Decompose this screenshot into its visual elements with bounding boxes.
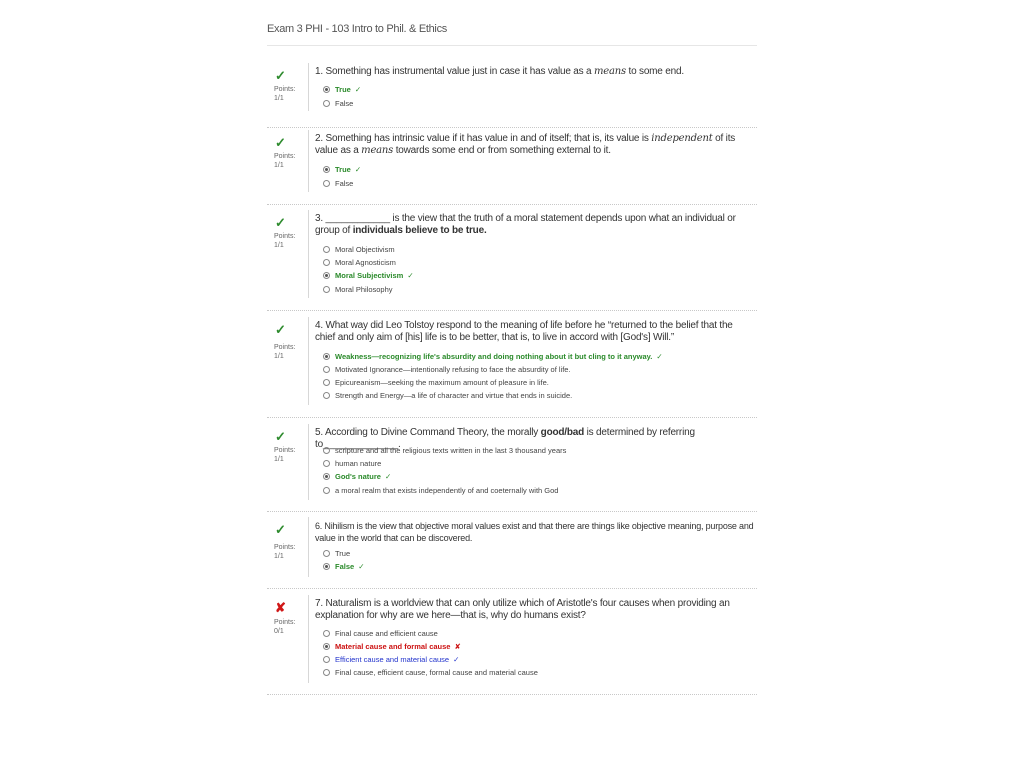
- radio-selected-icon[interactable]: [323, 563, 330, 570]
- radio-selected-icon[interactable]: [323, 272, 330, 279]
- radio-icon[interactable]: [323, 656, 330, 663]
- points: Points: 1/1: [274, 153, 296, 169]
- radio-icon[interactable]: [323, 100, 330, 107]
- question-divider-line: [308, 317, 309, 405]
- option-false[interactable]: False: [323, 99, 353, 108]
- option-human-nature[interactable]: human nature: [323, 459, 381, 468]
- question-divider-line: [308, 130, 309, 192]
- radio-icon[interactable]: [323, 392, 330, 399]
- option-final-and-efficient[interactable]: Final cause and efficient cause: [323, 629, 438, 638]
- radio-selected-icon[interactable]: [323, 353, 330, 360]
- correct-check-icon: ✓: [275, 135, 286, 150]
- radio-icon[interactable]: [323, 259, 330, 266]
- option-true[interactable]: True ✓: [323, 85, 361, 94]
- exam-title: Exam 3 PHI - 103 Intro to Phil. & Ethics: [267, 23, 447, 35]
- option-true[interactable]: True ✓: [323, 165, 361, 174]
- points: Points: 1/1: [274, 233, 296, 249]
- option-scripture[interactable]: scripture and all the religious texts written in the last 3 thousand years: [323, 446, 566, 455]
- radio-selected-icon[interactable]: [323, 643, 330, 650]
- question-divider-line: [308, 424, 309, 500]
- points: Points: 1/1: [274, 544, 296, 560]
- radio-icon[interactable]: [323, 669, 330, 676]
- radio-selected-icon[interactable]: [323, 166, 330, 173]
- question-divider-line: [308, 517, 309, 577]
- question-text: 7. Naturalism is a worldview that can only utilize which of Aristotle's four causes when providing an explanation for why are we here—that is, why do humans exist?: [315, 598, 730, 621]
- option-epicureanism[interactable]: Epicureanism—seeking the maximum amount of pleasure in life.: [323, 378, 549, 387]
- question-separator: [267, 310, 757, 311]
- radio-selected-icon[interactable]: [323, 86, 330, 93]
- question-separator: [267, 127, 757, 128]
- option-efficient-and-material[interactable]: Efficient cause and material cause ✓: [323, 655, 459, 664]
- radio-icon[interactable]: [323, 447, 330, 454]
- option-moral-agnosticism[interactable]: Moral Agnosticism: [323, 258, 396, 267]
- points: Points: 1/1: [274, 447, 296, 463]
- option-moral-subjectivism[interactable]: Moral Subjectivism ✓: [323, 271, 414, 280]
- points: Points: 0/1: [274, 619, 296, 635]
- correct-check-icon: ✓: [275, 215, 286, 230]
- option-moral-realm[interactable]: a moral realm that exists independently of and coeternally with God: [323, 486, 558, 495]
- option-motivated-ignorance[interactable]: Motivated Ignorance—intentionally refusing to face the absurdity of life.: [323, 365, 571, 374]
- radio-selected-icon[interactable]: [323, 473, 330, 480]
- title-divider: [267, 45, 757, 46]
- correct-check-icon: ✓: [275, 429, 286, 444]
- question-separator: [267, 204, 757, 205]
- points: Points: 1/1: [274, 86, 296, 102]
- question-divider-line: [308, 210, 309, 298]
- option-strength-and-energy[interactable]: Strength and Energy—a life of character and virtue that ends in suicide.: [323, 391, 572, 400]
- question-text: 6. Nihilism is the view that objective moral values exist and that there are things like objective meaning, purpose and value in the world that can be discovered.: [315, 521, 754, 543]
- radio-icon[interactable]: [323, 366, 330, 373]
- option-false[interactable]: False ✓: [323, 562, 364, 571]
- incorrect-x-icon: ✘: [275, 600, 286, 615]
- option-weakness[interactable]: Weakness—recognizing life's absurdity and doing nothing about it but cling to it anyway. ✓: [323, 352, 663, 361]
- radio-icon[interactable]: [323, 460, 330, 467]
- option-moral-objectivism[interactable]: Moral Objectivism: [323, 245, 395, 254]
- correct-check-icon: ✓: [275, 522, 286, 537]
- option-material-and-formal[interactable]: Material cause and formal cause ✘: [323, 642, 461, 651]
- question-separator: [267, 694, 757, 695]
- question-text: 1. Something has instrumental value just in case it has value as a means to some end.: [315, 66, 684, 77]
- question-separator: [267, 417, 757, 418]
- question-separator: [267, 511, 757, 512]
- option-true[interactable]: True: [323, 549, 350, 558]
- question-divider-line: [308, 595, 309, 683]
- question-text: 5. According to Divine Command Theory, the morally good/bad is determined by referring to______________.: [315, 427, 695, 450]
- question-text: 3. ____________ is the view that the truth of a moral statement depends upon what an individual or group of individuals believe to be true.: [315, 213, 736, 236]
- radio-icon[interactable]: [323, 246, 330, 253]
- question-text: 2. Something has intrinsic value if it has value in and of itself; that is, its value is independent of its value as a means towards some end or from something external to it.: [315, 133, 736, 156]
- question-divider-line: [308, 63, 309, 111]
- radio-icon[interactable]: [323, 286, 330, 293]
- radio-icon[interactable]: [323, 379, 330, 386]
- option-moral-philosophy[interactable]: Moral Philosophy: [323, 285, 393, 294]
- option-false[interactable]: False: [323, 179, 353, 188]
- correct-check-icon: ✓: [275, 322, 286, 337]
- option-gods-nature[interactable]: God's nature ✓: [323, 472, 391, 481]
- question-separator: [267, 588, 757, 589]
- option-all-four-causes[interactable]: Final cause, efficient cause, formal cause and material cause: [323, 668, 538, 677]
- correct-check-icon: ✓: [275, 68, 286, 83]
- question-text: 4. What way did Leo Tolstoy respond to the meaning of life before he “returned to the belief that the chief and only aim of [his] life is to be better, that is, to live in accord with [God's] Will.”: [315, 320, 733, 343]
- radio-icon[interactable]: [323, 487, 330, 494]
- radio-icon[interactable]: [323, 180, 330, 187]
- radio-icon[interactable]: [323, 630, 330, 637]
- radio-icon[interactable]: [323, 550, 330, 557]
- points: Points: 1/1: [274, 344, 296, 360]
